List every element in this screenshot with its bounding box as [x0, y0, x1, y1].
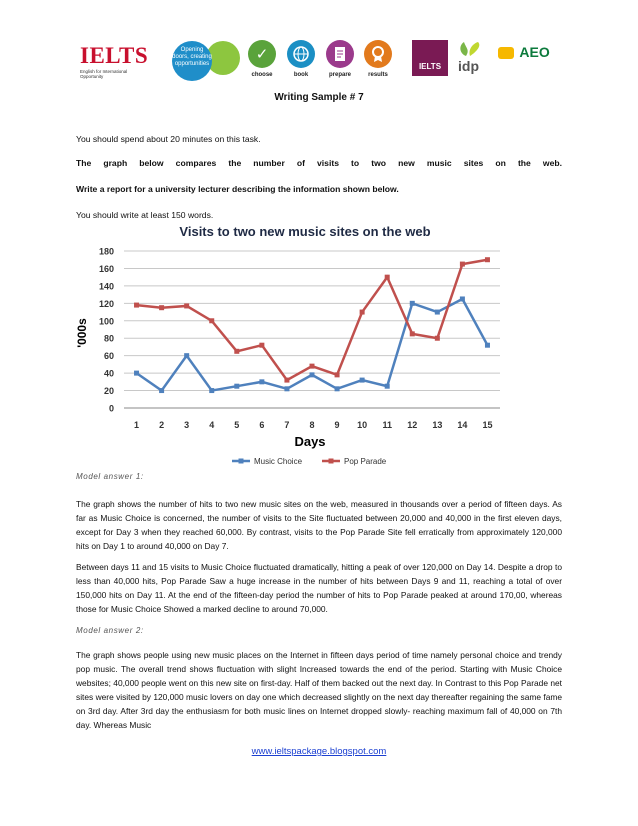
- x-tick-label: 2: [159, 420, 165, 430]
- x-tick-label: 13: [432, 420, 443, 430]
- data-point-pop-parade: [259, 343, 264, 348]
- step-label: book: [293, 72, 309, 78]
- opening-doors-bubble: Opening doors, creating opportunities: [172, 41, 212, 81]
- data-point-pop-parade: [435, 336, 440, 341]
- x-tick-label: 1: [134, 420, 140, 430]
- data-point-music-choice: [410, 301, 415, 306]
- idp-logo-text: idp: [458, 58, 479, 74]
- ielts-tagline: English for International Opportunity: [80, 69, 128, 79]
- y-tick-label: 180: [98, 246, 114, 257]
- data-point-music-choice: [234, 384, 239, 389]
- y-tick-label: 140: [98, 281, 114, 292]
- chart-title: Visits to two new music sites on the web: [179, 224, 431, 239]
- x-tick-label: 15: [482, 420, 493, 430]
- step-label: choose: [251, 72, 273, 78]
- footer-link[interactable]: www.ieltspackage.blogspot.com: [251, 746, 387, 757]
- x-tick-label: 8: [309, 420, 315, 430]
- ielts-logo-text: IELTS: [80, 43, 149, 68]
- x-tick-label: 10: [357, 420, 368, 430]
- data-point-pop-parade: [410, 331, 415, 336]
- data-point-music-choice: [460, 296, 465, 301]
- data-point-music-choice: [485, 343, 490, 348]
- x-tick-label: 3: [184, 420, 190, 430]
- model-answer-1-paragraph-1: The graph shows the number of hits to two new music sites on the web, measured in thousands over a period of fifteen days. As far as Music Choice is concerned, the number of visits to the Site fluctuated between 20,000 and 40,000 in the first eleven days, except for Day 3 when they reached 60,000. By contrast, visits to the Pop Parade Site fell erratically from approximately 120,000 hits on Day 1 to around 40,000 on Day 7.: [76, 499, 562, 551]
- y-tick-label: 100: [98, 316, 114, 327]
- series-line-pop-parade: [137, 260, 488, 380]
- data-point-pop-parade: [310, 364, 315, 369]
- y-tick-label: 80: [103, 333, 114, 344]
- legend-marker-pop-parade: [329, 459, 334, 464]
- checkmark-icon: ✓: [248, 40, 276, 68]
- data-point-music-choice: [284, 386, 289, 391]
- x-tick-label: 6: [259, 420, 265, 430]
- data-point-music-choice: [335, 386, 340, 391]
- data-point-music-choice: [310, 372, 315, 377]
- model-answer-1-paragraph-2: Between days 11 and 15 visits to Music Choice fluctuated dramatically, hitting a peak of over 120,000 on Day 14. Despite a drop to less than 40,000 hits, Pop Parade Saw a huge increase in the number of hits between Days 9 and 11, reaching a total of over 150,000 hits on Day 11. At the end of the fifteen-day period the number of hits to Pop Parade peaked at around 170,00, whereas those for Music Choice Showed a marked decline to around 70,000.: [76, 562, 562, 614]
- x-tick-label: 4: [209, 420, 215, 430]
- data-point-music-choice: [259, 379, 264, 384]
- aeo-logo-text: AEO: [519, 44, 550, 60]
- step-label: results: [368, 72, 388, 78]
- x-tick-label: 7: [284, 420, 290, 430]
- y-axis-label: '000s: [75, 318, 89, 348]
- instruction-task: The graph below compares the number of visits to two new music sites on the web.: [76, 158, 562, 168]
- data-point-music-choice: [385, 384, 390, 389]
- step-label: prepare: [328, 72, 351, 78]
- data-point-pop-parade: [485, 257, 490, 262]
- data-point-pop-parade: [335, 372, 340, 377]
- data-point-music-choice: [360, 378, 365, 383]
- y-tick-label: 120: [98, 298, 114, 309]
- data-point-pop-parade: [159, 305, 164, 310]
- y-axis-ticks: [99, 247, 114, 414]
- chart-legend: [232, 457, 387, 466]
- legend-label-pop-parade: Pop Parade: [344, 457, 387, 466]
- instruction-time: You should spend about 20 minutes on this task.: [76, 134, 261, 144]
- x-tick-label: 12: [407, 420, 418, 430]
- chart-grid: [124, 251, 500, 408]
- data-point-music-choice: [435, 310, 440, 315]
- data-point-music-choice: [134, 371, 139, 376]
- instruction-words: You should write at least 150 words.: [76, 210, 214, 220]
- data-point-music-choice: [184, 353, 189, 358]
- y-tick-label: 160: [98, 263, 114, 274]
- data-point-pop-parade: [460, 262, 465, 267]
- model-answer-1-label: Model answer 1:: [76, 472, 144, 481]
- x-axis-label: Days: [294, 434, 326, 449]
- data-point-pop-parade: [134, 303, 139, 308]
- data-point-pop-parade: [234, 349, 239, 354]
- data-point-music-choice: [209, 388, 214, 393]
- y-tick-label: 0: [108, 403, 114, 414]
- y-tick-label: 20: [103, 386, 114, 397]
- british-council-logo-text: IELTS: [418, 62, 442, 71]
- y-tick-label: 60: [103, 351, 114, 362]
- y-tick-label: 40: [103, 368, 114, 379]
- x-tick-label: 11: [382, 420, 392, 430]
- data-point-music-choice: [159, 388, 164, 393]
- x-tick-label: 5: [234, 420, 240, 430]
- x-tick-label: 14: [457, 420, 468, 430]
- model-answer-2-label: Model answer 2:: [76, 626, 144, 635]
- x-tick-label: 9: [334, 420, 340, 430]
- model-answer-2-paragraph-1: The graph shows people using new music places on the Internet in fifteen days period of time namely personal choice and trendy pop music. The overall trend shows fluctuation with slight Increased towards the end of the period. Starting with Music Choice websites; 40,000 people went on this new site on first-day. Half of them backed out the next day. In Contrast to this Pop Parade net sites were visited by 120,000 music lovers on day one which decreased slightly on the next day thereafter regaining the same fame on 3rd day. After 3rd day the enthusiasm for both music lines on Internet dropped slowly- reaching maximum fall of 40,000 on 7th day. Whereas Music: [76, 650, 562, 730]
- page-title: Writing Sample # 7: [274, 92, 364, 103]
- instruction-report: Write a report for a university lecturer describing the information shown below.: [76, 184, 399, 194]
- data-point-pop-parade: [209, 318, 214, 323]
- legend-marker-music-choice: [239, 459, 244, 464]
- data-point-pop-parade: [284, 378, 289, 383]
- legend-label-music-choice: Music Choice: [254, 457, 303, 466]
- data-point-pop-parade: [385, 275, 390, 280]
- x-axis-ticks: [134, 420, 492, 430]
- data-point-pop-parade: [360, 310, 365, 315]
- data-point-pop-parade: [184, 303, 189, 308]
